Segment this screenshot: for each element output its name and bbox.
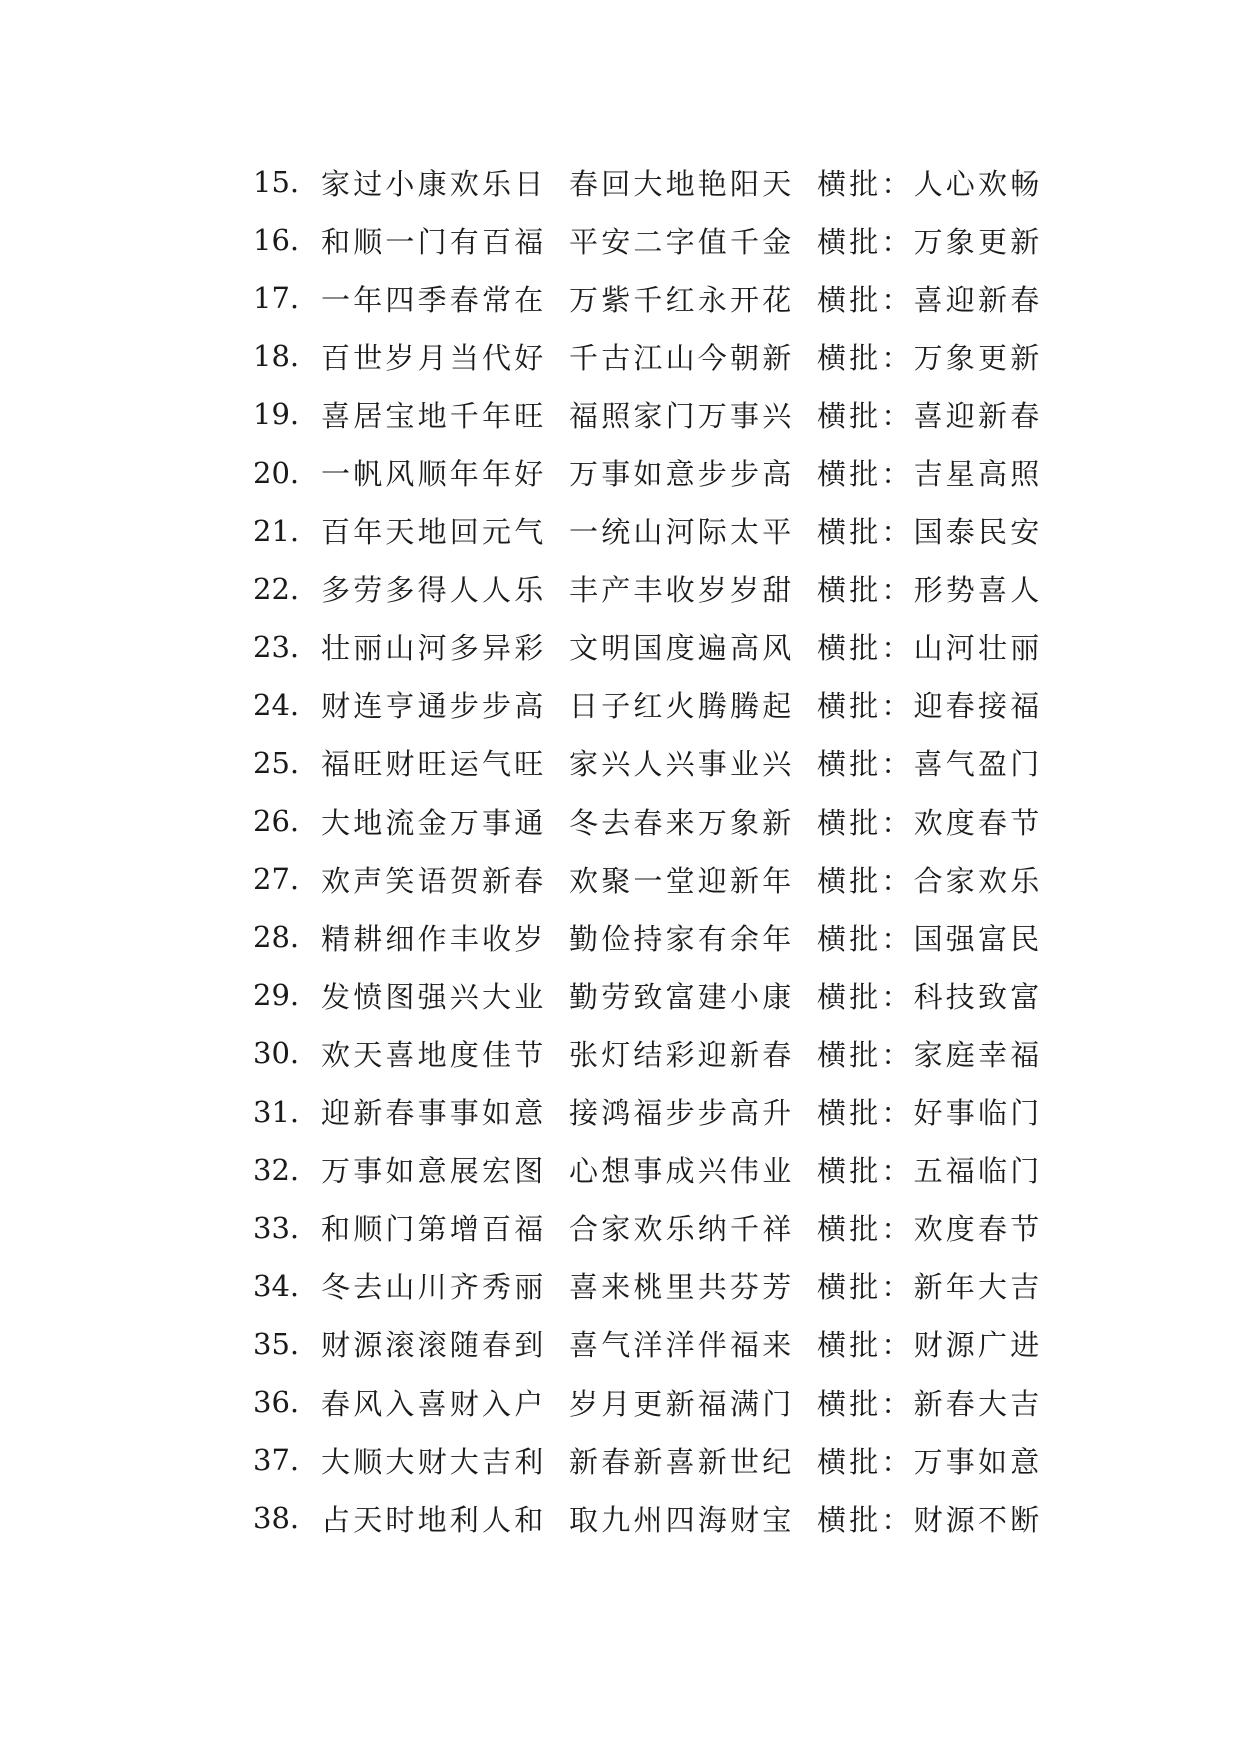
horizontal-scroll: 迎春接福 <box>913 689 1043 724</box>
couplet-row <box>253 211 1063 269</box>
couplet-row <box>253 443 1063 501</box>
horizontal-scroll: 万事如意 <box>913 1444 1043 1479</box>
item-number: 15. <box>253 165 300 200</box>
horizontal-scroll: 好事临门 <box>913 1096 1043 1131</box>
horizontal-label: 横批： <box>817 1502 914 1537</box>
upper-line: 多劳多得人人乐 <box>321 573 547 608</box>
horizontal-scroll: 新春大吉 <box>913 1386 1043 1421</box>
couplet-row <box>253 734 1063 792</box>
lower-line: 平安二字值千金 <box>569 224 795 259</box>
couplet-row <box>253 502 1063 560</box>
horizontal-label: 横批： <box>817 224 914 259</box>
horizontal-label: 横批： <box>817 979 914 1014</box>
lower-line: 喜气洋洋伴福来 <box>569 1328 795 1363</box>
upper-line: 财源滚滚随春到 <box>321 1328 547 1363</box>
horizontal-scroll: 五福临门 <box>913 1154 1043 1189</box>
horizontal-scroll: 国强富民 <box>913 921 1043 956</box>
couplet-row <box>253 1141 1063 1199</box>
lower-line: 张灯结彩迎新春 <box>569 1037 795 1072</box>
item-number: 20. <box>253 455 300 490</box>
couplet-row <box>253 1083 1063 1141</box>
horizontal-scroll: 家庭幸福 <box>913 1037 1043 1072</box>
couplet-row <box>253 850 1063 908</box>
lower-line: 接鸿福步步高升 <box>569 1096 795 1131</box>
horizontal-scroll: 科技致富 <box>913 979 1043 1014</box>
horizontal-scroll: 喜迎新春 <box>913 398 1043 433</box>
item-number: 17. <box>253 281 300 316</box>
horizontal-scroll: 人心欢畅 <box>913 166 1043 201</box>
horizontal-scroll: 万象更新 <box>913 340 1043 375</box>
horizontal-label: 横批： <box>817 398 914 433</box>
lower-line: 合家欢乐纳千祥 <box>569 1212 795 1247</box>
lower-line: 千古江山今朝新 <box>569 340 795 375</box>
horizontal-label: 横批： <box>817 1444 914 1479</box>
couplet-row <box>253 1373 1063 1431</box>
couplet-row <box>253 676 1063 734</box>
couplet-row <box>253 618 1063 676</box>
lower-line: 喜来桃里共芬芳 <box>569 1270 795 1305</box>
upper-line: 占天时地利人和 <box>321 1502 547 1537</box>
lower-line: 岁月更新福满门 <box>569 1386 795 1421</box>
lower-line: 勤劳致富建小康 <box>569 979 795 1014</box>
horizontal-label: 横批： <box>817 1096 914 1131</box>
item-number: 32. <box>253 1152 300 1187</box>
item-number: 34. <box>253 1268 300 1303</box>
upper-line: 春风入喜财入户 <box>321 1386 547 1421</box>
item-number: 19. <box>253 397 300 432</box>
upper-line: 壮丽山河多异彩 <box>321 631 547 666</box>
horizontal-label: 横批： <box>817 1328 914 1363</box>
horizontal-scroll: 财源广进 <box>913 1328 1043 1363</box>
upper-line: 大地流金万事通 <box>321 805 547 840</box>
item-number: 35. <box>253 1326 300 1361</box>
horizontal-scroll: 万象更新 <box>913 224 1043 259</box>
lower-line: 取九州四海财宝 <box>569 1502 795 1537</box>
item-number: 22. <box>253 571 300 606</box>
upper-line: 福旺财旺运气旺 <box>321 747 547 782</box>
horizontal-label: 横批： <box>817 340 914 375</box>
upper-line: 和顺门第增百福 <box>321 1212 547 1247</box>
couplet-row <box>253 1315 1063 1373</box>
item-number: 18. <box>253 339 300 374</box>
horizontal-label: 横批： <box>817 515 914 550</box>
item-number: 26. <box>253 804 300 839</box>
upper-line: 和顺一门有百福 <box>321 224 547 259</box>
lower-line: 万紫千红永开花 <box>569 282 795 317</box>
horizontal-scroll: 形势喜人 <box>913 573 1043 608</box>
upper-line: 欢声笑语贺新春 <box>321 863 547 898</box>
couplet-row <box>253 792 1063 850</box>
item-number: 29. <box>253 978 300 1013</box>
couplet-row <box>253 153 1063 211</box>
item-number: 27. <box>253 862 300 897</box>
horizontal-scroll: 喜气盈门 <box>913 747 1043 782</box>
item-number: 16. <box>253 223 300 258</box>
horizontal-label: 横批： <box>817 747 914 782</box>
lower-line: 冬去春来万象新 <box>569 805 795 840</box>
horizontal-scroll: 欢度春节 <box>913 1212 1043 1247</box>
upper-line: 百世岁月当代好 <box>321 340 547 375</box>
horizontal-scroll: 国泰民安 <box>913 515 1043 550</box>
horizontal-scroll: 财源不断 <box>913 1502 1043 1537</box>
upper-line: 家过小康欢乐日 <box>321 166 547 201</box>
upper-line: 喜居宝地千年旺 <box>321 398 547 433</box>
lower-line: 勤俭持家有余年 <box>569 921 795 956</box>
upper-line: 欢天喜地度佳节 <box>321 1037 547 1072</box>
upper-line: 一年四季春常在 <box>321 282 547 317</box>
horizontal-scroll: 喜迎新春 <box>913 282 1043 317</box>
item-number: 21. <box>253 513 300 548</box>
lower-line: 家兴人兴事业兴 <box>569 747 795 782</box>
lower-line: 丰产丰收岁岁甜 <box>569 573 795 608</box>
upper-line: 发愤图强兴大业 <box>321 979 547 1014</box>
item-number: 33. <box>253 1210 300 1245</box>
horizontal-label: 横批： <box>817 573 914 608</box>
horizontal-label: 横批： <box>817 1386 914 1421</box>
horizontal-scroll: 山河壮丽 <box>913 631 1043 666</box>
couplet-row <box>253 1199 1063 1257</box>
couplet-row <box>253 908 1063 966</box>
horizontal-label: 横批： <box>817 631 914 666</box>
upper-line: 冬去山川齐秀丽 <box>321 1270 547 1305</box>
item-number: 23. <box>253 629 300 664</box>
horizontal-label: 横批： <box>817 805 914 840</box>
item-number: 28. <box>253 920 300 955</box>
couplet-list <box>253 153 1063 1547</box>
item-number: 24. <box>253 687 300 722</box>
lower-line: 春回大地艳阳天 <box>569 166 795 201</box>
horizontal-label: 横批： <box>817 457 914 492</box>
item-number: 37. <box>253 1443 300 1478</box>
upper-line: 万事如意展宏图 <box>321 1154 547 1189</box>
couplet-row <box>253 327 1063 385</box>
horizontal-scroll: 欢度春节 <box>913 805 1043 840</box>
upper-line: 一帆风顺年年好 <box>321 457 547 492</box>
upper-line: 百年天地回元气 <box>321 515 547 550</box>
item-number: 31. <box>253 1094 300 1129</box>
item-number: 36. <box>253 1385 300 1420</box>
item-number: 25. <box>253 745 300 780</box>
lower-line: 欢聚一堂迎新年 <box>569 863 795 898</box>
horizontal-label: 横批： <box>817 166 914 201</box>
horizontal-label: 横批： <box>817 921 914 956</box>
couplet-row <box>253 385 1063 443</box>
lower-line: 福照家门万事兴 <box>569 398 795 433</box>
horizontal-label: 横批： <box>817 282 914 317</box>
horizontal-label: 横批： <box>817 863 914 898</box>
couplet-row <box>253 1024 1063 1082</box>
upper-line: 精耕细作丰收岁 <box>321 921 547 956</box>
lower-line: 一统山河际太平 <box>569 515 795 550</box>
horizontal-label: 横批： <box>817 689 914 724</box>
horizontal-scroll: 吉星高照 <box>913 457 1043 492</box>
horizontal-label: 横批： <box>817 1037 914 1072</box>
upper-line: 财连亨通步步高 <box>321 689 547 724</box>
lower-line: 万事如意步步高 <box>569 457 795 492</box>
item-number: 38. <box>253 1501 300 1536</box>
horizontal-scroll: 合家欢乐 <box>913 863 1043 898</box>
horizontal-scroll: 新年大吉 <box>913 1270 1043 1305</box>
upper-line: 大顺大财大吉利 <box>321 1444 547 1479</box>
horizontal-label: 横批： <box>817 1154 914 1189</box>
lower-line: 新春新喜新世纪 <box>569 1444 795 1479</box>
lower-line: 心想事成兴伟业 <box>569 1154 795 1189</box>
couplet-row <box>253 269 1063 327</box>
couplet-row <box>253 1257 1063 1315</box>
lower-line: 文明国度遍高风 <box>569 631 795 666</box>
couplet-row <box>253 560 1063 618</box>
horizontal-label: 横批： <box>817 1270 914 1305</box>
item-number: 30. <box>253 1036 300 1071</box>
couplet-row <box>253 966 1063 1024</box>
lower-line: 日子红火腾腾起 <box>569 689 795 724</box>
upper-line: 迎新春事事如意 <box>321 1096 547 1131</box>
horizontal-label: 横批： <box>817 1212 914 1247</box>
couplet-row <box>253 1431 1063 1489</box>
couplet-row <box>253 1489 1063 1547</box>
